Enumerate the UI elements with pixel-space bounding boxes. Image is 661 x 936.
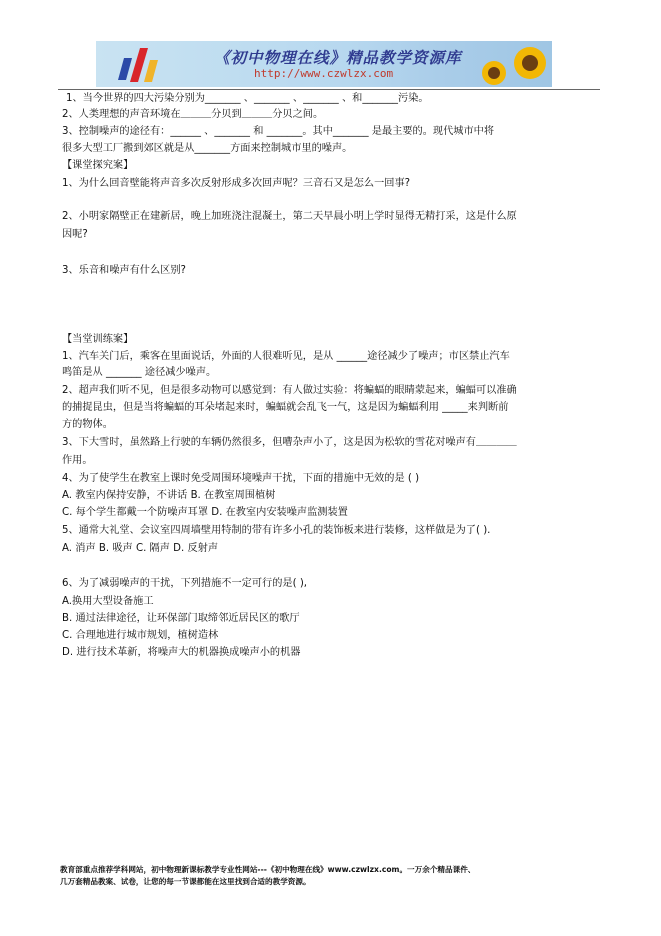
page-footer xyxy=(60,864,620,888)
inquiry-heading: 【课堂探究案】 xyxy=(62,160,134,171)
training-option-line: A. 教室内保持安静，不讲话 B. 在教室周围植树 xyxy=(62,490,276,501)
footer-line-2: 几万套精品教案、试卷，让您的每一节课都能在这里找到合适的教学资源。 xyxy=(60,877,311,886)
inquiry-question-2: 2、小明家隔壁正在建新居，晚上加班浇注混凝土，第二天早晨小明上学时显得无精打采，这是什么原 xyxy=(62,211,517,222)
training-q6-option-d: D. 进行技术革新，将噪声大的机器换成噪声小的机器 xyxy=(62,647,301,658)
training-line: 鸣笛是从 _______ 途径减少噪声。 xyxy=(62,367,217,378)
training-q6-option-c: C. 合理地进行城市规划，植树造林 xyxy=(62,630,219,641)
training-option-line: A. 消声 B. 吸声 C. 隔声 D. 反射声 xyxy=(62,543,219,554)
training-line: 3、下大雪时，虽然路上行驶的车辆仍然很多，但嘈杂声小了，这是因为松软的雪花对噪声有＿＿＿＿ xyxy=(62,437,517,448)
training-option-line: C. 每个学生都戴一个防噪声耳罩 D. 在教室内安装噪声监测装置 xyxy=(62,507,348,518)
training-question-6: 6、为了减弱噪声的干扰，下列措施不一定可行的是( ), xyxy=(62,578,308,589)
sunflower-icon xyxy=(472,41,552,87)
training-heading: 【当堂训练案】 xyxy=(62,334,134,345)
header-banner xyxy=(96,41,552,87)
inquiry-question-3: 3、乐音和噪声有什么区别? xyxy=(62,265,186,276)
training-line: 5、通常大礼堂、会议室四周墙壁用特制的带有许多小孔的装饰板来进行装修，这样做是为了( ). xyxy=(62,525,491,536)
site-logo-icon xyxy=(110,44,170,86)
footer-line-1: 教育部重点推荐学科网站，初中物理新课标教学专业性网站---《初中物理在线》www.czwlzx.com。一万余个精品课件、 xyxy=(60,865,476,874)
training-line: 1、汽车关门后，乘客在里面说话，外面的人很难听见，是从 ______途径减少了噪声；市区禁止汽车 xyxy=(62,351,510,362)
header-divider xyxy=(58,89,600,90)
pre-question-3-cont: 很多大型工厂搬到郊区就是从_______方面来控制城市里的噪声。 xyxy=(62,143,353,154)
inquiry-question-2-cont: 因呢? xyxy=(62,229,88,240)
training-q6-option-a: A.换用大型设备施工 xyxy=(62,596,154,607)
training-q6-option-b: B. 通过法律途径，让环保部门取缔邻近居民区的歌厅 xyxy=(62,613,300,624)
banner-url[interactable]: http://www.czwlzx.com xyxy=(254,67,394,80)
training-line: 4、为了使学生在教室上课时免受周围环境噪声干扰，下面的措施中无效的是 ( ) xyxy=(62,473,420,484)
pre-question-1: 1、当今世界的四大污染分别为_______ 、_______ 、_______ 、和_______污染。 xyxy=(66,93,429,104)
training-line: 方的物体。 xyxy=(62,419,113,430)
inquiry-question-1: 1、为什么回音壁能将声音多次反射形成多次回声呢？三音石又是怎么一回事? xyxy=(62,178,411,189)
pre-question-2: 2、人类理想的声音环境在＿＿＿分贝到＿＿＿分贝之间。 xyxy=(62,109,324,120)
training-line: 2、超声我们听不见，但是很多动物可以感觉到：有人做过实验：将蝙蝠的眼睛蒙起来，蝙蝠可以准确 xyxy=(62,385,517,396)
training-line: 作用。 xyxy=(62,455,93,466)
banner-title: 《初中物理在线》精品教学资源库 xyxy=(214,48,462,67)
training-line: 的捕捉昆虫，但是当将蝙蝠的耳朵堵起来时，蝙蝠就会乱飞一气，这是因为蝙蝠利用 _____来判断前 xyxy=(62,402,509,413)
pre-question-3: 3、控制噪声的途径有：______ 、_______ 和 _______。其中_______ 是最主要的。现代城市中将 xyxy=(62,126,495,137)
